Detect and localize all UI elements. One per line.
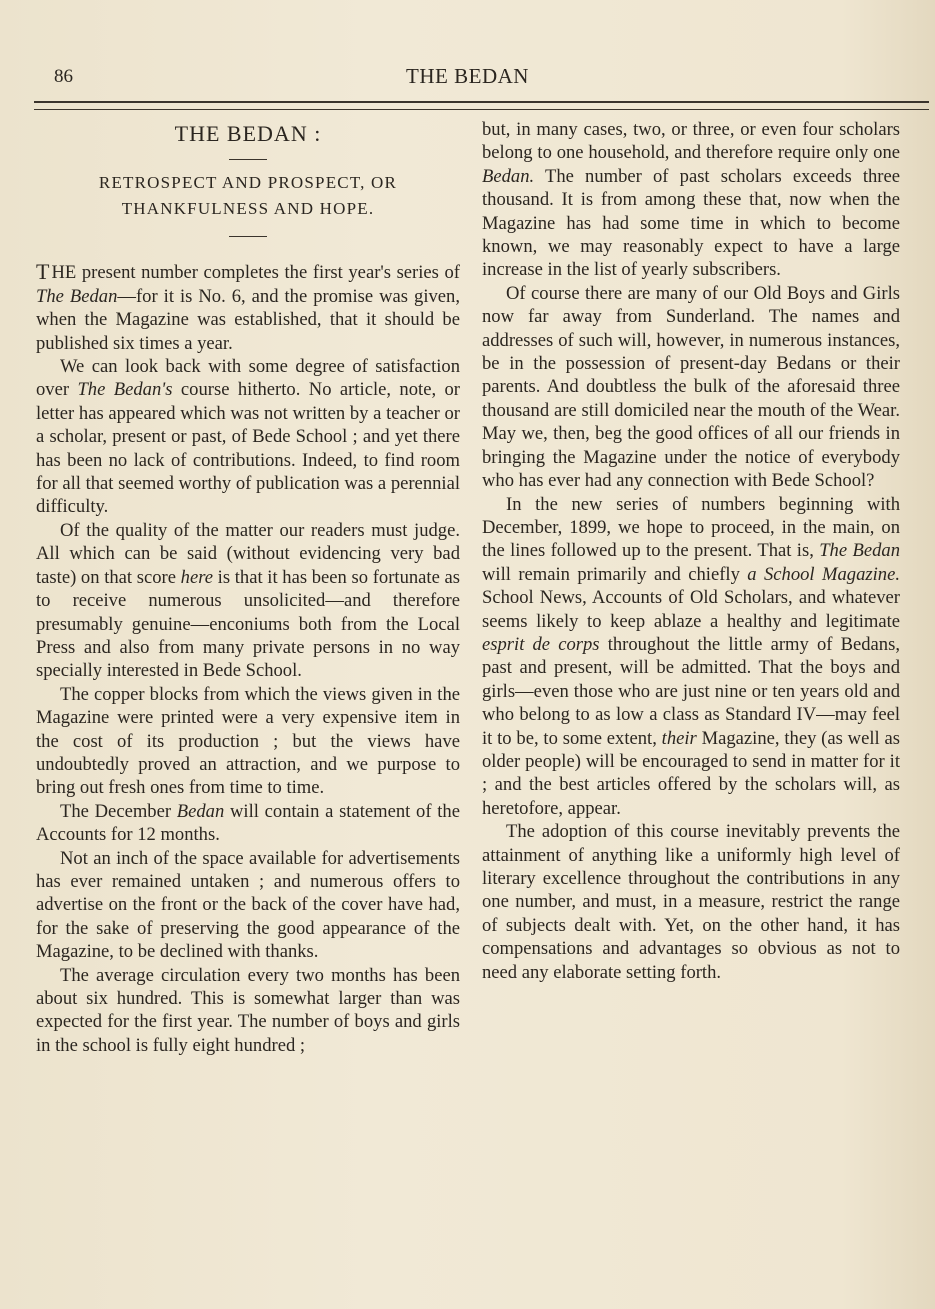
paragraph: Not an inch of the space available for advertisements has ever remained untaken ; and numerous offers to advertise on the front or the back of the cover have had, for the sake of preserving the good appearance of the Magazine, to be declined with thanks.: [36, 847, 460, 963]
article-title: THE BEDAN :: [174, 121, 322, 146]
paragraph: T HE present number completes the first year's series of The Bedan—for it is No. 6, and the promise was given, when the Magazine was established, that it should be published six times a year.: [36, 259, 460, 354]
paragraph: The copper blocks from which the views given in the Magazine were printed were a very expensive item in the cost of its production ; but the views have undoubtedly proved an attraction, and we purpose to bring out fresh ones from time to time.: [36, 683, 460, 799]
article-subtitle: [36, 170, 460, 222]
paragraph: The December Bedan will contain a statement of the Accounts for 12 months.: [36, 800, 460, 846]
subtitle-line-1: RETROSPECT AND PROSPECT, OR: [98, 173, 398, 193]
subtitle-rule: [229, 236, 267, 237]
paragraph: In the new series of numbers beginning with December, 1899, we hope to proceed, in the main, on the lines followed up to the present. That is, The Bedan will remain primarily and chiefly a School Magazine. School News, Accounts of Old Scholars, and whatever seems likely to keep ablaze a healthy and legitimate esprit de corps throughout the little army of Bedans, past and present, will be admitted. That the boys and girls—even those who are just nine or ten years old and who belong to as low a class as Standard IV—may feel it to be, to some extent, their Magazine, they (as well as older people) will be encouraged to send in matter for it ; and the best articles offered by the scholars will, as heretofore, appear.: [482, 493, 900, 819]
page-number: 86: [54, 66, 73, 87]
title-rule: [229, 159, 267, 160]
left-column: [36, 118, 460, 1057]
paragraph: Of the quality of the matter our readers must judge. All which can be said (without evidencing very bad taste) on that score here is that it has been so fortunate as to receive numerous unsolicited—and therefore presumably genuine—enconiums both from the Local Press and also from many private persons in no way specially interested in Bede School.: [36, 519, 460, 682]
journal-title: THE BEDAN: [406, 64, 529, 88]
paragraph: Of course there are many of our Old Boys and Girls now far away from Sunderland. The names and addresses of such will, however, in numerous instances, be in the possession of present-day Bedans or their parents. And doubtless the bulk of the aforesaid three thousand are still domiciled near the mouth of the Wear. May we, then, beg the good offices of all our friends in bringing the Magazine under the notice of everybody who has ever had any connection with Bede School?: [482, 282, 900, 492]
subtitle-line-2: THANKFULNESS AND HOPE.: [121, 199, 375, 219]
paragraph: We can look back with some degree of satisfaction over The Bedan's course hitherto. No article, note, or letter has appeared which was not written by a teacher or a scholar, present or past, of Bede School ; and yet there has been no lack of contributions. Indeed, to find room for all that seemed worthy of publication was a perennial difficulty.: [36, 356, 460, 518]
paragraph: The adoption of this course inevitably prevents the attainment of anything like a uniformly high level of literary excellence throughout the contributions in any one number, and must, in a measure, restrict the range of subjects dealt with. Yet, on the other hand, it has compensations and advantages so obvious as not to need any elaborate setting forth.: [482, 821, 900, 983]
header-rule: [34, 101, 929, 110]
running-head: [0, 64, 935, 92]
paragraph: The average circulation every two months has been about six hundred. This is somewhat larger than was expected for the first year. The number of boys and girls in the school is fully eight hundred ;: [36, 964, 460, 1056]
paragraph: but, in many cases, two, or three, or even four scholars belong to one household, and therefore require only one Bedan. The number of past scholars exceeds three thousand. It is from among these that, now when the Magazine has had some time in which to become known, we may reasonably expect to have a large increase in the list of yearly subscribers.: [482, 119, 900, 281]
right-column: [482, 118, 900, 984]
drop-cap: T: [36, 259, 50, 285]
